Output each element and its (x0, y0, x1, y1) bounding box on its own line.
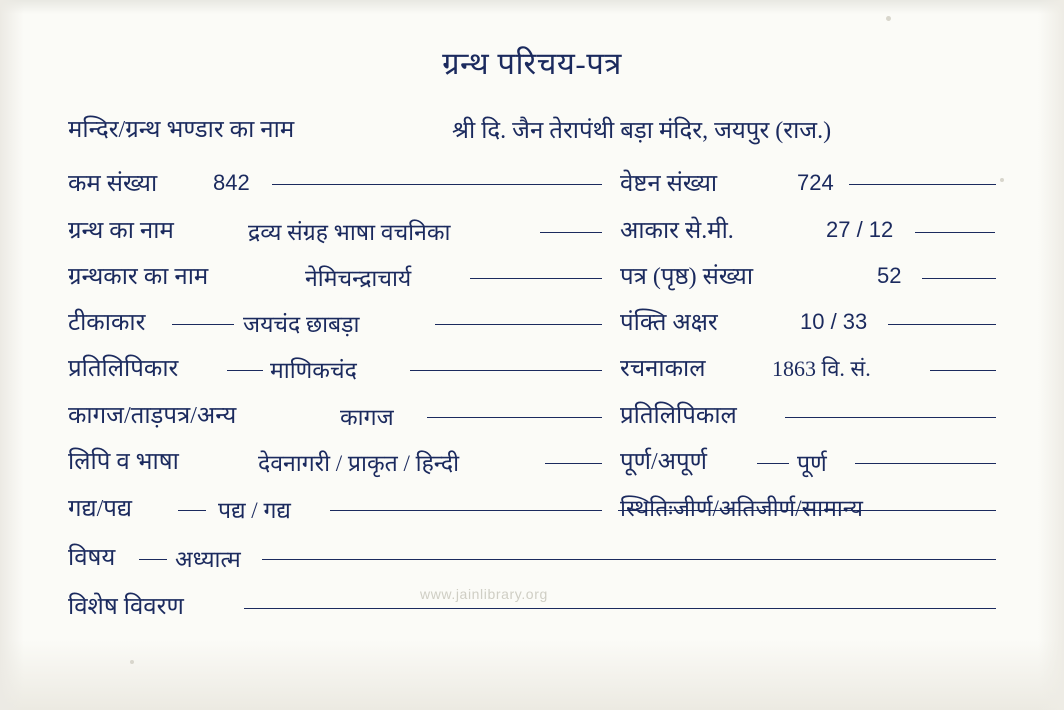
rule-line (272, 184, 602, 185)
field-value-library-name: श्री दि. जैन तेरापंथी बड़ा मंदिर, जयपुर (राज.) (452, 118, 832, 144)
field-label-commentator: टीकाकार (68, 310, 146, 336)
field-label-subject: विषय (68, 545, 116, 571)
field-value-prose-verse: पद्य / गद्य (218, 498, 291, 523)
rule-line (227, 370, 263, 371)
rule-line (849, 184, 996, 185)
rule-line (922, 278, 996, 279)
field-label-material: कागज/ताड़पत्र/अन्य (68, 403, 237, 429)
rule-line (470, 278, 602, 279)
rule-line (888, 324, 996, 325)
paper-edge-top (0, 0, 1064, 14)
rule-line (435, 324, 602, 325)
field-label-special-notes: विशेष विवरण (68, 594, 184, 620)
field-label-script-language: लिपि व भाषा (68, 449, 179, 475)
field-label-lines-letters: पंक्ति अक्षर (620, 310, 718, 336)
field-value-serial-number: 842 (213, 170, 250, 195)
rule-line (427, 417, 602, 418)
field-label-completeness: पूर्ण/अपूर्ण (620, 449, 707, 475)
field-value-completeness: पूर्ण (797, 451, 827, 476)
rule-line (540, 232, 602, 233)
page-title: ग्रन्थ परिचय-पत्र (442, 46, 622, 81)
field-label-wrapper-number: वेष्टन संख्या (620, 171, 718, 197)
rule-line (139, 559, 167, 560)
field-label-composition-date: रचनाकाल (620, 356, 706, 382)
rule-line (410, 370, 602, 371)
field-label-folio-count: पत्र (पृष्ठ) संख्या (620, 264, 754, 290)
paper-speck (886, 16, 891, 21)
field-value-scribe: माणिकचंद (270, 358, 357, 383)
field-label-copy-date: प्रतिलिपिकाल (620, 403, 737, 429)
field-value-wrapper-number: 724 (797, 170, 834, 195)
rule-line (855, 463, 996, 464)
rule-line (930, 370, 996, 371)
field-value-size-cm: 27 / 12 (826, 217, 894, 242)
field-label-scribe: प्रतिलिपिकार (68, 356, 179, 382)
paper-edge-left (0, 0, 24, 710)
field-label-author-name: ग्रन्थकार का नाम (68, 264, 209, 290)
field-label-book-name: ग्रन्थ का नाम (68, 218, 174, 244)
field-label-condition: स्थितिःजीर्ण/अतिजीर्ण/सामान्य (620, 496, 863, 521)
rule-line (172, 324, 234, 325)
field-value-subject: अध्यात्म (175, 547, 241, 572)
rule-line (785, 417, 996, 418)
field-label-size-cm: आकार से.मी. (620, 218, 734, 244)
field-value-book-name: द्रव्य संग्रह भाषा वचनिका (248, 220, 451, 245)
field-value-author-name: नेमिचन्द्राचार्य (305, 266, 412, 291)
rule-line (545, 463, 602, 464)
rule-line (330, 510, 602, 511)
paper-speck (130, 660, 134, 664)
rule-line (178, 510, 206, 511)
field-label-prose-verse: गद्य/पद्य (68, 496, 133, 522)
paper-speck (1000, 178, 1004, 182)
watermark: www.jainlibrary.org (420, 586, 548, 602)
rule-line (915, 232, 995, 233)
field-value-script-language: देवनागरी / प्राकृत / हिन्दी (258, 451, 460, 476)
rule-line (757, 463, 789, 464)
field-value-lines-letters: 10 / 33 (800, 309, 868, 334)
paper-edge-right (1038, 0, 1064, 710)
field-label-serial-number: कम संख्या (68, 171, 158, 197)
field-value-composition-date: 1863 वि. सं. (772, 356, 871, 381)
field-label-library-name: मन्दिर/ग्रन्थ भण्डार का नाम (68, 117, 295, 143)
field-value-material: कागज (340, 405, 394, 430)
rule-line (244, 608, 996, 609)
field-value-folio-count: 52 (877, 263, 902, 288)
rule-line (618, 510, 996, 511)
paper-edge-bottom (0, 640, 1064, 710)
rule-line (262, 559, 996, 560)
field-value-commentator: जयचंद छाबड़ा (243, 312, 360, 337)
